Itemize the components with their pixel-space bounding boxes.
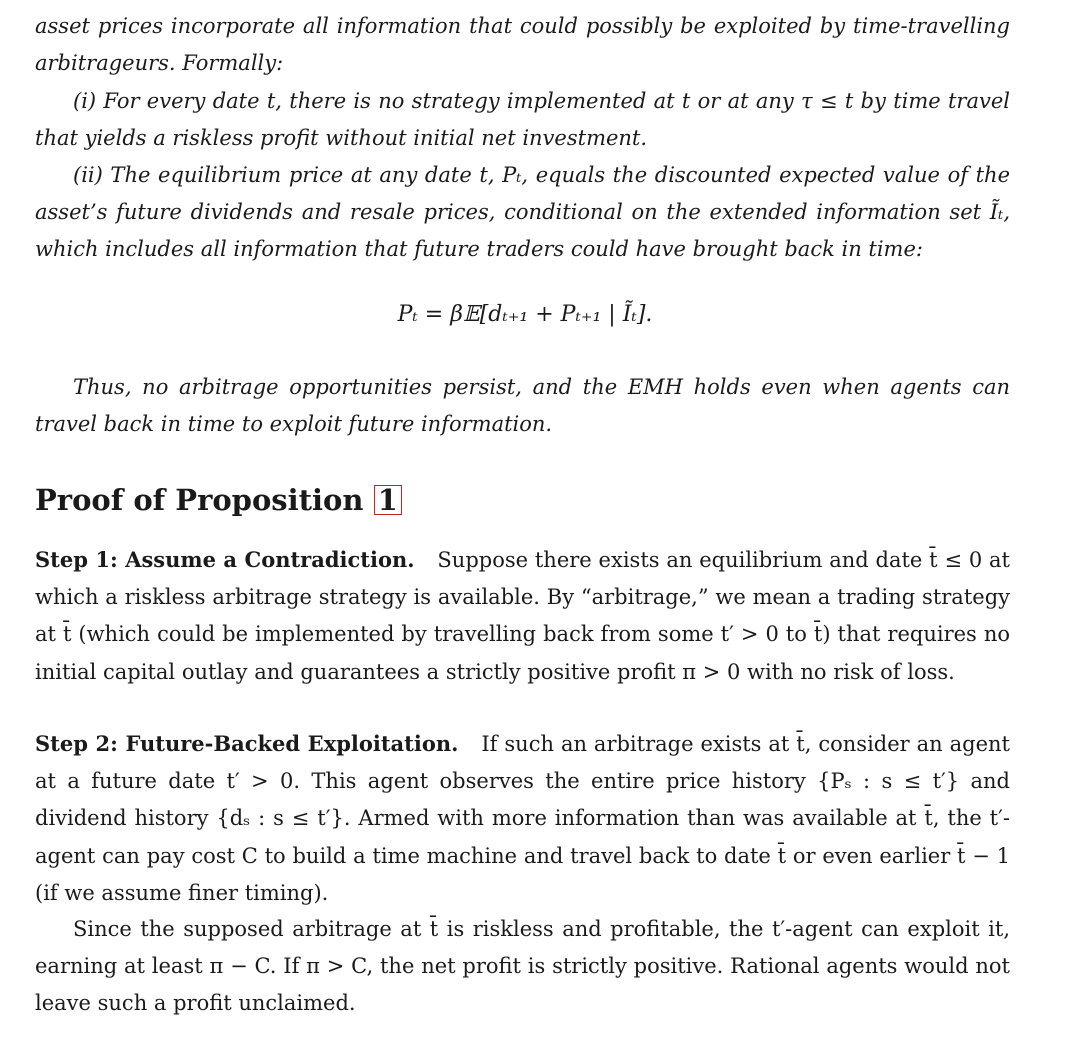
heading-text: Proof of Proposition xyxy=(35,483,364,517)
intro-paragraph: asset prices incorporate all information that could possibly be exploited by time-travelling arbitrageurs. Formally: xyxy=(35,14,1010,76)
condition-i-paragraph: (i) For every date t, there is no strategy implemented at t or at any τ ≤ t by time travel that yields a riskless profit without initial net investment. xyxy=(35,89,1010,151)
step1-paragraph xyxy=(35,541,1010,691)
section-heading xyxy=(35,483,402,517)
conclusion-paragraph: Thus, no arbitrage opportunities persist, and the EMH holds even when agents can travel back in time to exploit future information. xyxy=(35,375,1010,437)
condition-ii-paragraph: (ii) The equilibrium price at any date t, Pₜ, equals the discounted expected value of the asset’s future dividends and resale prices, conditional on the extended information set Ĩₜ, which includes all information that future traders could have brought back in time: xyxy=(35,163,1010,262)
step1-title: Step 1: Assume a Contradiction. xyxy=(35,547,415,572)
proposition-ref-link[interactable]: 1 xyxy=(374,485,402,515)
step2-body: If such an arbitrage exists at t̄, consider an agent at a future date t′ > 0. This agent observes the entire price history {Pₛ : s ≤ t′} and dividend history {dₛ : s ≤ t′}. Armed with more information than was available at t̄, the t′-agent can pay cost C to build a time machine and travel back to date t̄ or even earlier t̄ − 1 (if we assume finer timing). xyxy=(35,732,1010,905)
step2-title: Step 2: Future-Backed Exploitation. xyxy=(35,731,459,756)
step2-paragraph xyxy=(35,725,1010,912)
pricing-equation: Pₜ = β𝔼[dₜ₊₁ + Pₜ₊₁ | Ĩₜ]. xyxy=(397,302,653,327)
step1-body: Suppose there exists an equilibrium and date t̄ ≤ 0 at which a riskless arbitrage strategy is available. By “arbitrage,” we mean a trading strategy at t̄ (which could be implemented by travelling back from some t′ > 0 to t̄) that requires no initial capital outlay and guarantees a strictly positive profit π > 0 with no risk of loss. xyxy=(35,548,1010,684)
since-paragraph: Since the supposed arbitrage at t̄ is riskless and profitable, the t′-agent can exploit it, earning at least π − C. If π > C, the net profit is strictly positive. Rational agents would not leave such a profit unclaimed. xyxy=(35,917,1010,1016)
